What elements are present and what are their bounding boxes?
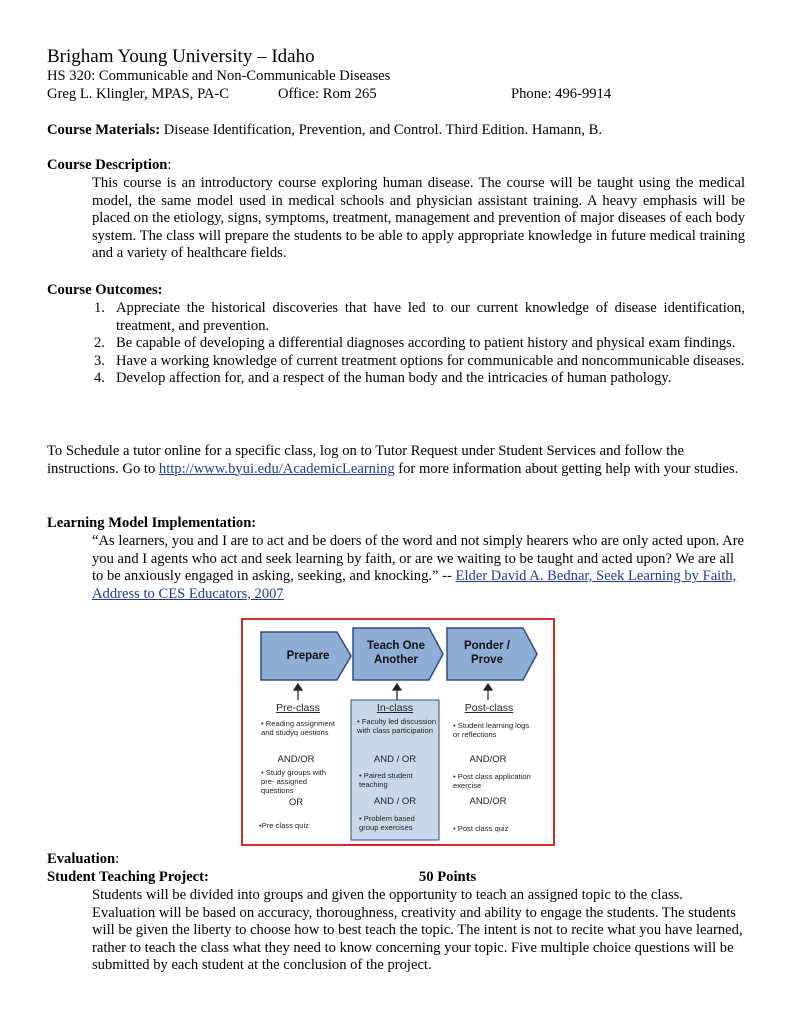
tutor-paragraph bbox=[47, 443, 747, 478]
course-description-label: Course Description bbox=[47, 157, 168, 173]
post-class-item: • Post class quiz bbox=[453, 824, 509, 833]
post-class-andor: AND/OR bbox=[469, 796, 507, 807]
list-item bbox=[94, 335, 745, 353]
course-outcomes-list bbox=[94, 300, 745, 388]
pre-class-item: • Reading assignment and studyq uestions bbox=[261, 719, 335, 737]
post-class-title: Post-class bbox=[464, 702, 514, 714]
course-description-colon: : bbox=[167, 157, 172, 173]
course-materials bbox=[47, 122, 602, 140]
pre-class-item: •Pre class quiz bbox=[259, 821, 309, 830]
in-class-andor: AND / OR bbox=[373, 754, 417, 765]
post-class-andor: AND/OR bbox=[469, 754, 507, 765]
university-title: Brigham Young University – Idaho bbox=[47, 46, 315, 67]
learning-model-heading bbox=[47, 515, 256, 533]
list-item-number: 1. bbox=[94, 300, 105, 316]
evaluation-heading bbox=[47, 851, 119, 869]
list-item-number: 3. bbox=[94, 352, 105, 369]
course-description-text: This course is an introductory course exploring human disease. The course will be taught using the medical model, the same model used in medical schools and physician assistant training. A heavy emphasis will be placed on the etiology, signs, symptoms, treatment, management and prevention of major diseases of each body system. The class will prepare the students to be able to apply appropriate knowledge in future medical training and a variety of healthcare fields. bbox=[92, 175, 745, 261]
list-item-number: 4. bbox=[94, 370, 105, 386]
list-item-number: 2. bbox=[94, 335, 105, 351]
learning-model-diagram bbox=[241, 618, 555, 846]
tutor-text-before: To Schedule a tutor online for a specific class, log on to Tutor Request under Student Services and follow the instructions. Go to bbox=[47, 443, 684, 477]
course-materials-text: Disease Identification, Prevention, and Control. Third Edition. Hamann, B. bbox=[160, 122, 602, 138]
list-item-text: Develop affection for, and a respect of the human body and the intricacies of human pathology. bbox=[116, 370, 672, 386]
post-class-item: • Student learning logs or reflections bbox=[453, 721, 530, 739]
list-item-text: Appreciate the historical discoveries that have led to our current knowledge of disease identification, treatment, and prevention. bbox=[116, 300, 745, 334]
pre-class-andor: AND/OR bbox=[277, 754, 315, 765]
course-outcomes-heading bbox=[47, 282, 163, 300]
evaluation-text: Students will be divided into groups and given the opportunity to teach an assigned topic to the class. Evaluation will be based on accuracy, thoroughness, creativity and ability to engage the students. The students will be given the liberty to choose how to best teach the topic. The intent is not to recite what you have learned, rather to teach the class what they need to know concerning your topic. Five multiple choice questions will be submitted by each student at the conclusion of the project. bbox=[92, 887, 743, 973]
step-teach-one-another: Teach One Another bbox=[367, 640, 425, 666]
evaluation-colon: : bbox=[115, 851, 120, 867]
step-ponder-prove: Ponder / Prove bbox=[463, 640, 510, 666]
bednar-address-link[interactable]: Elder David A. Bednar, Seek Learning by Faith, Address to CES Educators, 2007 bbox=[92, 568, 737, 602]
points-value: 50 Points bbox=[419, 869, 477, 885]
student-teaching-project-label bbox=[47, 869, 209, 887]
learning-model-quote bbox=[92, 533, 748, 603]
course-outcomes-label: Course Outcomes: bbox=[47, 282, 163, 298]
learning-model-label: Learning Model Implementation: bbox=[47, 515, 257, 531]
pre-class-or: OR bbox=[288, 797, 304, 808]
evaluation-label: Evaluation bbox=[47, 851, 116, 867]
course-materials-label: Course Materials: bbox=[47, 122, 161, 138]
tutor-text-after: for more information about getting help with your studies. bbox=[394, 460, 739, 477]
in-class-item: • Problem based group exercises bbox=[359, 814, 415, 832]
in-class-andor: AND / OR bbox=[373, 796, 417, 807]
pre-class-title: Pre-class bbox=[276, 702, 320, 714]
list-item-text: Be capable of developing a differential diagnoses according to patient history and physical exam findings. bbox=[116, 335, 736, 351]
list-item bbox=[94, 353, 745, 371]
academic-learning-link[interactable]: http://www.byui.edu/AcademicLearning bbox=[158, 460, 395, 477]
course-title: HS 320: Communicable and Non-Communicable Diseases bbox=[47, 68, 391, 84]
project-points bbox=[419, 869, 476, 887]
in-class-title: In-class bbox=[376, 702, 414, 714]
list-item-text: Have a working knowledge of current treatment options for communicable and noncommunicable diseases. bbox=[116, 352, 745, 369]
step-prepare: Prepare bbox=[286, 650, 330, 662]
course-description-heading bbox=[47, 157, 171, 175]
in-class-item: • Faculty led discussion with class participation bbox=[357, 717, 437, 735]
instructor-name: Greg L. Klingler, MPAS, PA-C bbox=[47, 86, 229, 102]
in-class-item: • Paired student teaching bbox=[359, 771, 413, 789]
list-item bbox=[94, 300, 745, 335]
post-class-item: • Post class application exercise bbox=[453, 772, 531, 790]
quote-text: “As learners, you and I are to act and be doers of the word and not simply hearers who are only acted upon. Are you and I agents who act and seek learning by faith, or are we waiting to be taught and acted upon? We are all to be anxiously engaged in asking, seeking, and knocking.” -- bbox=[92, 533, 745, 584]
pre-class-item: • Study groups with pre- assigned questions bbox=[261, 768, 327, 795]
list-item bbox=[94, 370, 745, 388]
project-label: Student Teaching Project: bbox=[47, 869, 209, 885]
phone-info: Phone: 496-9914 bbox=[511, 86, 612, 102]
office-info: Office: Rom 265 bbox=[278, 86, 377, 102]
up-arrows bbox=[294, 684, 492, 700]
